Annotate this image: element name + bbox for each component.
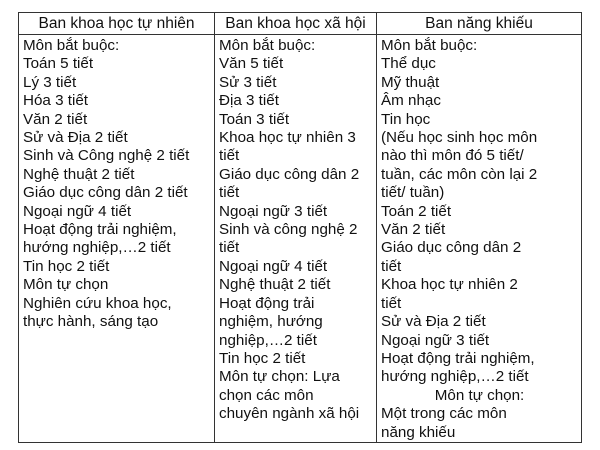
- subject-line: Thể dục: [381, 55, 436, 73]
- subject-line: Âm nhạc: [381, 92, 441, 110]
- header-arts-talent: Ban năng khiếu: [377, 13, 582, 35]
- subject-line: Hoạt động trải nghiệm,: [381, 349, 535, 367]
- subject-line: Giáo dục công dân 2: [381, 239, 522, 257]
- subject-line: Toán 2 tiết: [381, 202, 452, 220]
- subject-line: Nghiên cứu khoa học,: [23, 294, 172, 312]
- subject-line: Ngoại ngữ 4 tiết: [23, 202, 132, 220]
- subject-line: (Nếu học sinh học môn: [381, 129, 538, 147]
- subject-line: tiết: [381, 294, 402, 312]
- subject-line: nghiệp,…2 tiết: [219, 331, 317, 349]
- subject-line: Văn 2 tiết: [381, 221, 446, 239]
- subject-line: Sinh và Công nghệ 2 tiết: [23, 147, 190, 165]
- subject-line: Nghệ thuật 2 tiết: [23, 165, 135, 183]
- subject-line: Văn 2 tiết: [23, 110, 88, 128]
- subject-line: thực hành, sáng tạo: [23, 313, 159, 331]
- subject-line: Môn bắt buộc:: [381, 37, 478, 54]
- subject-line: Hoạt động trải: [219, 294, 315, 312]
- subject-line: Sử và Địa 2 tiết: [381, 313, 486, 331]
- subject-line: Môn tự chọn: [23, 276, 109, 294]
- subject-line: Sử và Địa 2 tiết: [23, 129, 128, 147]
- subject-line: Toán 3 tiết: [219, 110, 290, 128]
- subject-line: nghiệm, hướng: [219, 313, 323, 331]
- curriculum-table: [18, 12, 582, 443]
- subject-line: tiết: [219, 184, 240, 202]
- natural-sciences-subjects-cell: [19, 35, 215, 443]
- subject-line: Văn 5 tiết: [219, 55, 284, 73]
- header-social-sciences: Ban khoa học xã hội: [215, 13, 377, 35]
- header-natural-sciences: Ban khoa học tự nhiên: [19, 13, 215, 35]
- subject-line: hướng nghiệp,…2 tiết: [23, 239, 171, 257]
- subject-line: Tin học 2 tiết: [23, 257, 110, 275]
- subject-line: tiết: [381, 257, 402, 275]
- subject-line: Hoạt động trải nghiệm,: [23, 221, 177, 239]
- subject-line: Môn bắt buộc:: [23, 37, 120, 54]
- subject-line: Sử 3 tiết: [219, 73, 277, 91]
- subject-line: tiết: [219, 147, 240, 165]
- subject-line: Giáo dục công dân 2 tiết: [23, 184, 188, 202]
- body-row: [19, 35, 582, 443]
- subject-line: Toán 5 tiết: [23, 55, 94, 73]
- subject-line: chọn các môn: [219, 386, 314, 404]
- subject-line: Tin học 2 tiết: [219, 349, 306, 367]
- subject-line: Một trong các môn: [381, 405, 507, 423]
- subject-line: Lý 3 tiết: [23, 73, 77, 91]
- header-row: [19, 13, 582, 35]
- social-sciences-subjects-cell: [215, 35, 377, 443]
- subject-line: chuyên ngành xã hội: [219, 405, 360, 423]
- subject-line: Khoa học tự nhiên 2: [381, 276, 518, 294]
- subject-line: Môn bắt buộc:: [219, 37, 316, 54]
- subject-line: Tin học: [381, 110, 431, 128]
- subject-line: Địa 3 tiết: [219, 92, 279, 110]
- subject-line: Giáo dục công dân 2: [219, 165, 360, 183]
- subject-line: hướng nghiệp,…2 tiết: [381, 368, 529, 386]
- subject-line: Môn tự chọn: Lựa: [219, 368, 340, 386]
- subject-line: nào thì môn đó 5 tiết/: [381, 147, 524, 165]
- subject-line: Ngoại ngữ 4 tiết: [219, 257, 328, 275]
- subject-line: Mỹ thuật: [381, 73, 440, 91]
- subject-line: tuần, các môn còn lại 2: [381, 165, 538, 183]
- subject-line: Môn tự chọn:: [434, 386, 525, 404]
- subject-line: Ngoại ngữ 3 tiết: [219, 202, 328, 220]
- arts-talent-subjects-cell: [377, 35, 582, 443]
- subject-line: Ngoại ngữ 3 tiết: [381, 331, 490, 349]
- subject-line: Nghệ thuật 2 tiết: [219, 276, 331, 294]
- subject-line: Khoa học tự nhiên 3: [219, 129, 356, 147]
- subject-line: Hóa 3 tiết: [23, 92, 89, 110]
- subject-line: năng khiếu: [381, 423, 456, 441]
- subject-line: Sinh và công nghệ 2: [219, 221, 358, 239]
- subject-line: tiết: [219, 239, 240, 257]
- subject-line: tiết/ tuần): [381, 184, 445, 202]
